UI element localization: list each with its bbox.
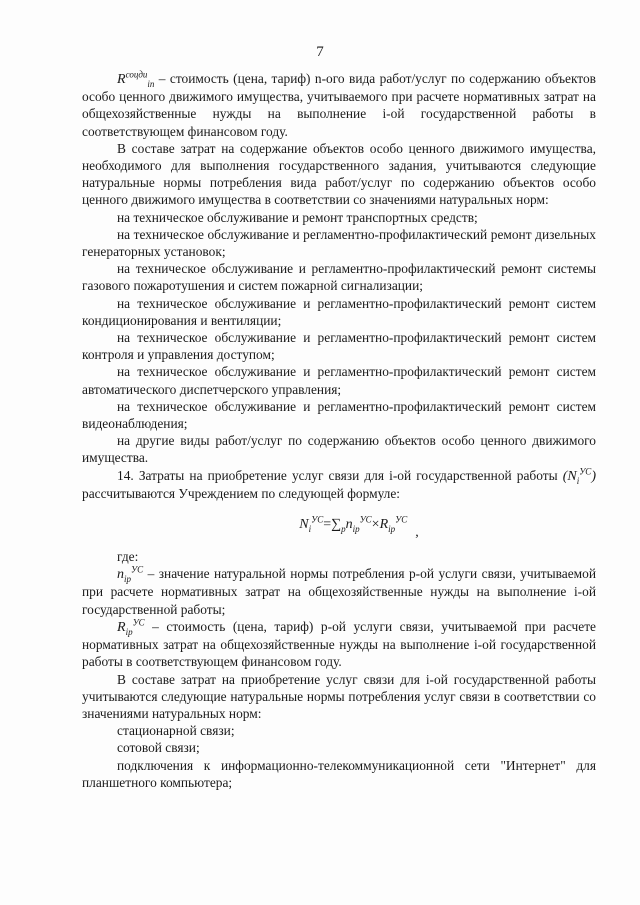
where-label: где: xyxy=(117,549,139,565)
list-item: на техническое обслуживание и регламентно-профилактический ремонт систем автоматического диспетчерского управления; xyxy=(82,364,596,397)
page-number: 7 xyxy=(316,44,324,60)
list-item: на техническое обслуживание и регламентно-профилактический ремонт дизельных генераторных установок; xyxy=(82,226,596,260)
list-item: на техническое обслуживание и регламентно-профилактический ремонт систем контроля и управления доступом; xyxy=(82,330,596,363)
symbol-n-ip: $n_{ip}^{УС}$ xyxy=(117,564,144,585)
composition-paragraph-2: В составе затрат на приобретение услуг связи для i-ой государственной работы учитываются следующие натуральные нормы потребления услуг связи в соответствии со значениями натуральных норм: xyxy=(82,671,596,721)
symbol-r-ip: $R_{ip}^{УС}$ xyxy=(117,617,145,637)
definition-n-us: $n_{ip}^{УС}$ – значение натуральной нормы потребления р-ой услуги связи, учитываемой при расчете нормативных затрат на общехозяйственные нужды на выполнение i-ой государственной работы; xyxy=(82,564,596,617)
symbol-n-us: $(N_i^{УС})$ xyxy=(562,466,596,486)
symbol-r-sodi: $R^{соцди}_{in}$ xyxy=(117,69,155,89)
list-item: на другие виды работ/услуг по содержанию объектов особо ценного движимого имущества. xyxy=(82,433,596,466)
formula-communication-costs: $N_i^{УС}$ = $\sum_p$ $n_{ip}^{УС}$ × $R_{ip}^{УС}$ , xyxy=(299,514,419,541)
sum-sign: $\sum_p$ xyxy=(331,517,346,535)
document-body xyxy=(82,70,596,791)
list-item: подключения к информационно-телекоммуникационной сети "Интернет" для планшетного компьютера; xyxy=(82,757,596,790)
list-item: на техническое обслуживание и ремонт транспортных средств; xyxy=(117,209,478,225)
list-item: стационарной связи; xyxy=(117,723,235,739)
list-item: сотовой связи; xyxy=(117,740,200,756)
composition-paragraph-1: В составе затрат на содержание объектов особо ценного движимого имущества, необходимого для выполнения государственного задания, учитываются следующие натуральные нормы потребления вида работ/услуг по содержанию объектов особо ценного движимого имущества в соответствии со значениями натуральных норм: xyxy=(82,140,596,208)
list-item: на техническое обслуживание и регламентно-профилактический ремонт систем видеонаблюдения; xyxy=(82,398,596,432)
item-14-paragraph: 14. Затраты на приобретение услуг связи для i-ой государственной работы $(N_i^{УС})$ рассчитываются Учреждением по следующей формуле: xyxy=(82,466,596,501)
list-item: на техническое обслуживание и регламентно-профилактический ремонт систем кондиционирования и вентиляции; xyxy=(82,295,596,328)
definition-r-us: $R_{ip}^{УС}$ – стоимость (цена, тариф) р-ой услуги связи, учитываемой при расчете нормативных затрат на общехозяйственные нужды на выполнение i-ой государственной работы в соответствующем финансовом году. xyxy=(82,617,596,670)
list-item: на техническое обслуживание и регламентно-профилактический ремонт системы газового пожаротушения и систем пожарной сигнализации; xyxy=(82,261,596,294)
definition-r-sodi: $R^{соцди}_{in}$ – стоимость (цена, тариф) n-ого вида работ/услуг по содержанию объектов особо ценного движимого имущества, учитываемого при расчете нормативных затрат на общехозяйственные нужды на выполнение i-ой государственной работы в соответствующем финансовом году. xyxy=(82,69,596,139)
